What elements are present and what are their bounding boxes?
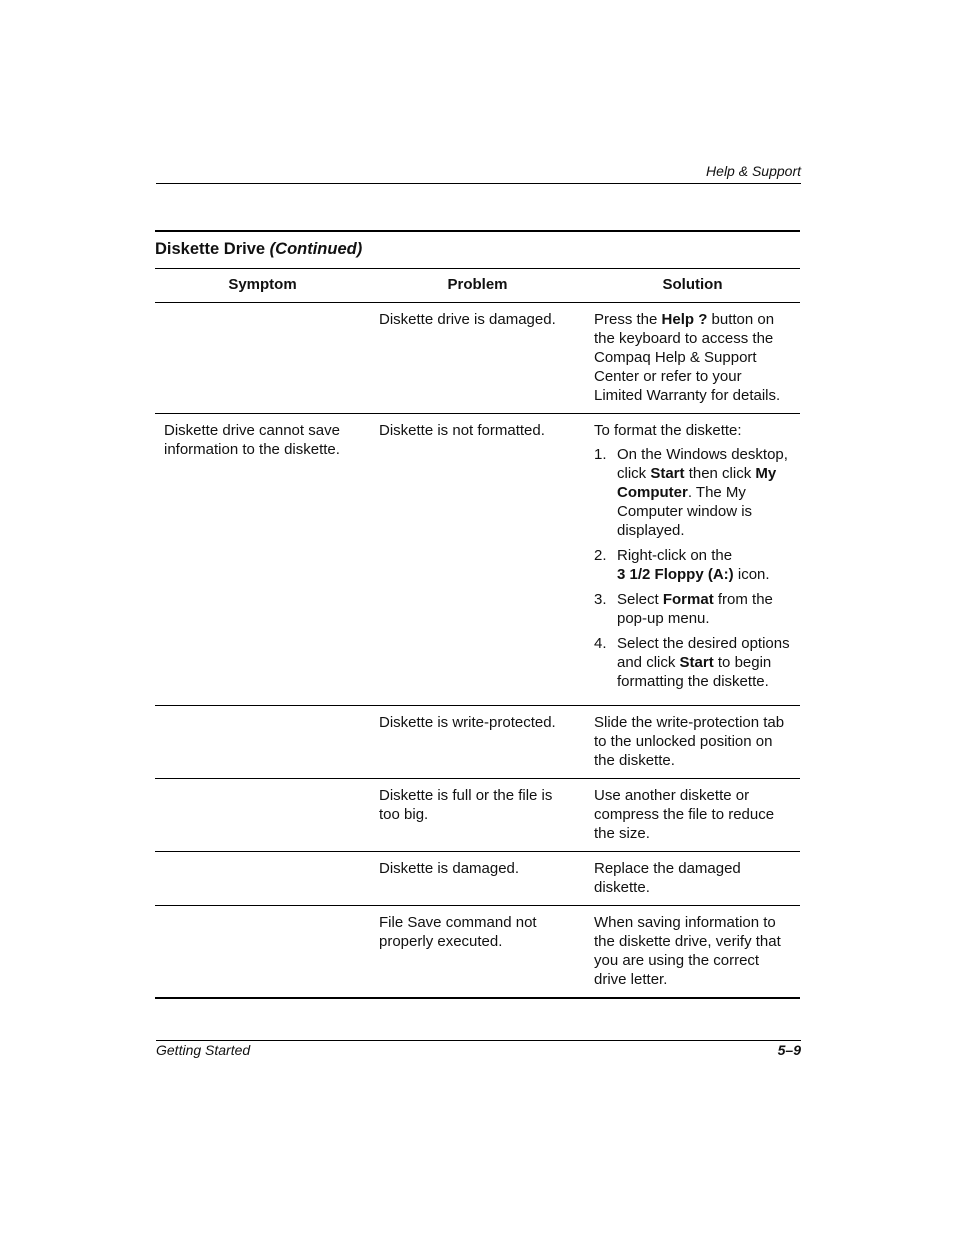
table-header-row bbox=[155, 269, 800, 303]
step-text: Select Format from the pop-up menu. bbox=[617, 591, 773, 627]
symptom-cell bbox=[155, 852, 370, 906]
step-number: 3. bbox=[594, 591, 607, 608]
symptom-cell bbox=[155, 706, 370, 779]
step-text: On the Windows desktop, click Start then click My Computer. The My Computer window is displayed. bbox=[617, 446, 788, 539]
symptom-cell: Diskette drive cannot save information to the diskette. bbox=[155, 414, 370, 706]
problem-cell: Diskette is damaged. bbox=[370, 852, 585, 906]
solution-cell bbox=[585, 303, 800, 414]
footer-rule bbox=[156, 1040, 801, 1041]
symptom-cell bbox=[155, 906, 370, 999]
solution-cell: Replace the damaged diskette. bbox=[585, 852, 800, 906]
problem-cell: Diskette drive is damaged. bbox=[370, 303, 585, 414]
table-row bbox=[155, 906, 800, 999]
table-title-continued: (Continued) bbox=[269, 240, 363, 258]
table-top-rule bbox=[155, 230, 800, 232]
table-title bbox=[155, 240, 362, 259]
table-row bbox=[155, 852, 800, 906]
format-steps-list bbox=[594, 445, 792, 691]
problem-cell: Diskette is write-protected. bbox=[370, 706, 585, 779]
step-number: 2. bbox=[594, 547, 607, 564]
column-header-symptom: Symptom bbox=[155, 269, 370, 303]
help-key-label: Help ? bbox=[661, 311, 708, 328]
problem-cell: Diskette is full or the file is too big. bbox=[370, 779, 585, 852]
problem-cell: Diskette is not formatted. bbox=[370, 414, 585, 706]
solution-text: button on the keyboard to access the Compaq Help & Support Center or refer to your Limited Warranty for details. bbox=[594, 311, 781, 404]
solution-intro: To format the diskette: bbox=[594, 422, 742, 439]
step-item bbox=[594, 445, 792, 540]
step-number: 1. bbox=[594, 446, 607, 463]
step-number: 4. bbox=[594, 635, 607, 652]
footer-page-number: 5–9 bbox=[777, 1042, 801, 1058]
symptom-cell bbox=[155, 779, 370, 852]
table-row bbox=[155, 303, 800, 414]
problem-cell: File Save command not properly executed. bbox=[370, 906, 585, 999]
table-row bbox=[155, 706, 800, 779]
step-item bbox=[594, 590, 792, 628]
column-header-problem: Problem bbox=[370, 269, 585, 303]
step-item bbox=[594, 634, 792, 691]
solution-cell: Slide the write-protection tab to the unlocked position on the diskette. bbox=[585, 706, 800, 779]
solution-cell bbox=[585, 414, 800, 706]
table-title-main: Diskette Drive bbox=[155, 240, 266, 258]
header-rule bbox=[156, 183, 801, 184]
footer-document-title: Getting Started bbox=[156, 1042, 251, 1058]
solution-cell: Use another diskette or compress the file to reduce the size. bbox=[585, 779, 800, 852]
troubleshooting-table bbox=[155, 268, 800, 999]
solution-text: Press the bbox=[594, 311, 662, 328]
column-header-solution: Solution bbox=[585, 269, 800, 303]
running-header: Help & Support bbox=[706, 163, 801, 179]
solution-cell: When saving information to the diskette drive, verify that you are using the correct drive letter. bbox=[585, 906, 800, 999]
step-item bbox=[594, 546, 792, 584]
table-row bbox=[155, 779, 800, 852]
step-text: Right-click on the 3 1/2 Floppy (A:) icon. bbox=[617, 547, 770, 583]
step-text: Select the desired options and click Start to begin formatting the diskette. bbox=[617, 635, 790, 690]
symptom-cell bbox=[155, 303, 370, 414]
table-row bbox=[155, 414, 800, 706]
